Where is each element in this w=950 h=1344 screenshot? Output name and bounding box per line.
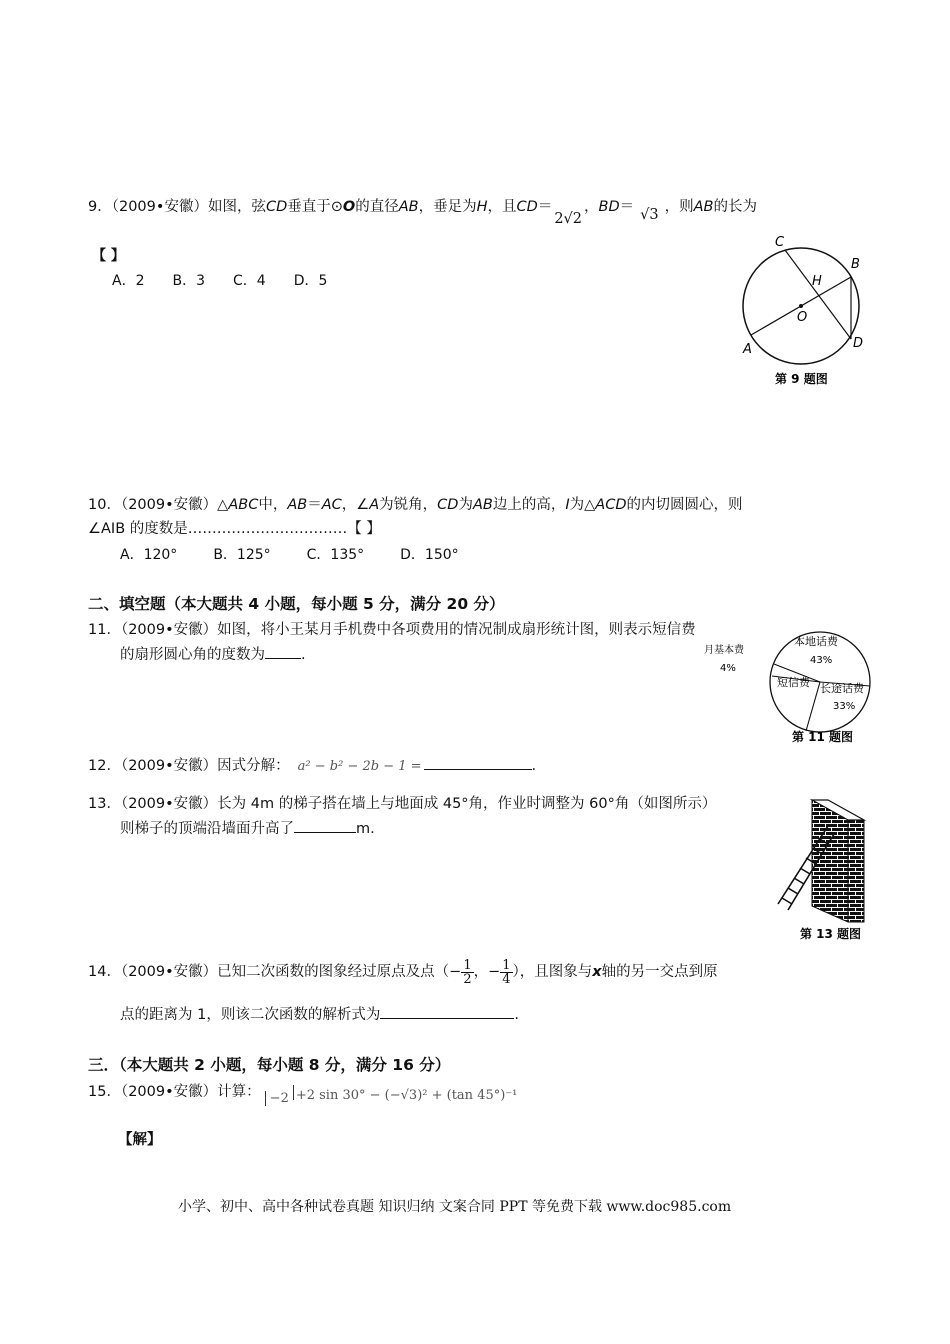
- section-3-heading: 三．（本大题共 2 小题，每小题 8 分，满分 16 分）: [88, 1056, 451, 1074]
- q9-figure: [735, 232, 870, 392]
- q13-answer-blank[interactable]: [294, 818, 356, 833]
- q9-answer-bracket: 【 】: [92, 248, 125, 264]
- q10-choices: [120, 544, 459, 564]
- center-point: [799, 304, 803, 308]
- q9-choice-d: D．5: [293, 273, 328, 289]
- q13-figure: [772, 796, 872, 946]
- pie-label-monthly-pct: 4%: [720, 663, 736, 674]
- q12-answer-blank[interactable]: [424, 755, 532, 770]
- pie-label-sms: 短信费: [777, 676, 810, 689]
- q11-line1: 11．（2009•安徽）如图，将小王某月手机费中各项费用的情况制成扇形统计图，则表示短信费: [88, 622, 696, 638]
- q14-answer-blank[interactable]: [380, 1004, 514, 1019]
- q10-text: 10．（2009•安徽）△ABC中，AB＝AC，∠A为锐角，CD为AB边上的高，I为△ACD的内切圆圆心，则: [88, 497, 743, 513]
- label-o: O: [797, 310, 808, 325]
- label-b: B: [851, 257, 860, 272]
- label-d: D: [853, 336, 864, 351]
- q10-line2: ∠AIB 的度数是……………………………【 】: [88, 521, 381, 537]
- q15-text: 15．（2009•安徽）计算： −2 +2 sin 30° − (−√3)² + (tan 45°)⁻¹: [88, 1084, 518, 1106]
- q15-solution-label: 【解】: [118, 1132, 162, 1148]
- q9-choice-c: C．4: [233, 273, 266, 289]
- q11-answer-blank[interactable]: [265, 644, 301, 659]
- q14-frac-2: $\frac{1}{4}$: [502, 957, 511, 987]
- label-a: A: [743, 342, 752, 357]
- q10-choice-a: A．120°: [120, 547, 178, 563]
- q9-choice-b: B．3: [172, 273, 205, 289]
- q9-choice-a: A．2: [112, 273, 145, 289]
- q14-line2: 点的距离为 1，则该二次函数的解析式为 .: [120, 1003, 519, 1024]
- wall-side: [848, 820, 864, 922]
- q11-line2: 的扇形圆心角的度数为 .: [120, 643, 306, 664]
- q13-caption: 第 13 题图: [800, 927, 862, 941]
- q14-line1: 14．（2009•安徽）已知二次函数的图象经过原点及点（− $\frac{1}{2}$ ，− $\frac{1}{4}$ ），且图象与x轴的另一交点到原: [88, 957, 718, 987]
- label-h: H: [812, 274, 822, 289]
- q13-line2: 则梯子的顶端沿墙面升高了 m.: [120, 817, 375, 838]
- q9-choices: [112, 270, 327, 290]
- section-2-heading: 二、填空题（本大题共 4 小题，每小题 5 分，满分 20 分）: [88, 595, 505, 613]
- pie-label-long: 长途话费: [820, 682, 864, 695]
- q9-caption: 第 9 题图: [775, 372, 828, 386]
- q10-choice-d: D．150°: [400, 547, 459, 563]
- pie-label-local: 本地话费: [794, 635, 838, 648]
- pie-label-long-pct: 33%: [833, 701, 856, 712]
- q14-frac-1: $\frac{1}{2}$: [463, 957, 472, 987]
- pie-label-monthly: 月基本费: [704, 645, 744, 656]
- q10-choice-b: B．125°: [213, 547, 271, 563]
- q12-text: 12．（2009•安徽）因式分解： a² − b² − 2b − 1 = .: [88, 754, 536, 775]
- q10-choice-c: C．135°: [306, 547, 365, 563]
- label-c: C: [775, 235, 785, 250]
- q11-pie-figure: [700, 620, 875, 750]
- q11-caption: 第 11 题图: [792, 730, 854, 744]
- q13-line1: 13．（2009•安徽）长为 4m 的梯子搭在墙上与地面成 45°角，作业时调整为 60°角（如图所示）: [88, 796, 717, 812]
- page-footer: 小学、初中、高中各种试卷真题 知识归纳 文案合同 PPT 等免费下载 www.doc985.com: [178, 1199, 732, 1215]
- q9-text: 9．（2009•安徽）如图，弦CD垂直于⊙O的直径AB，垂足为H，且CD＝2√2，BD＝ √3 ，则AB的长为: [88, 199, 757, 227]
- pie-label-local-pct: 43%: [810, 655, 833, 666]
